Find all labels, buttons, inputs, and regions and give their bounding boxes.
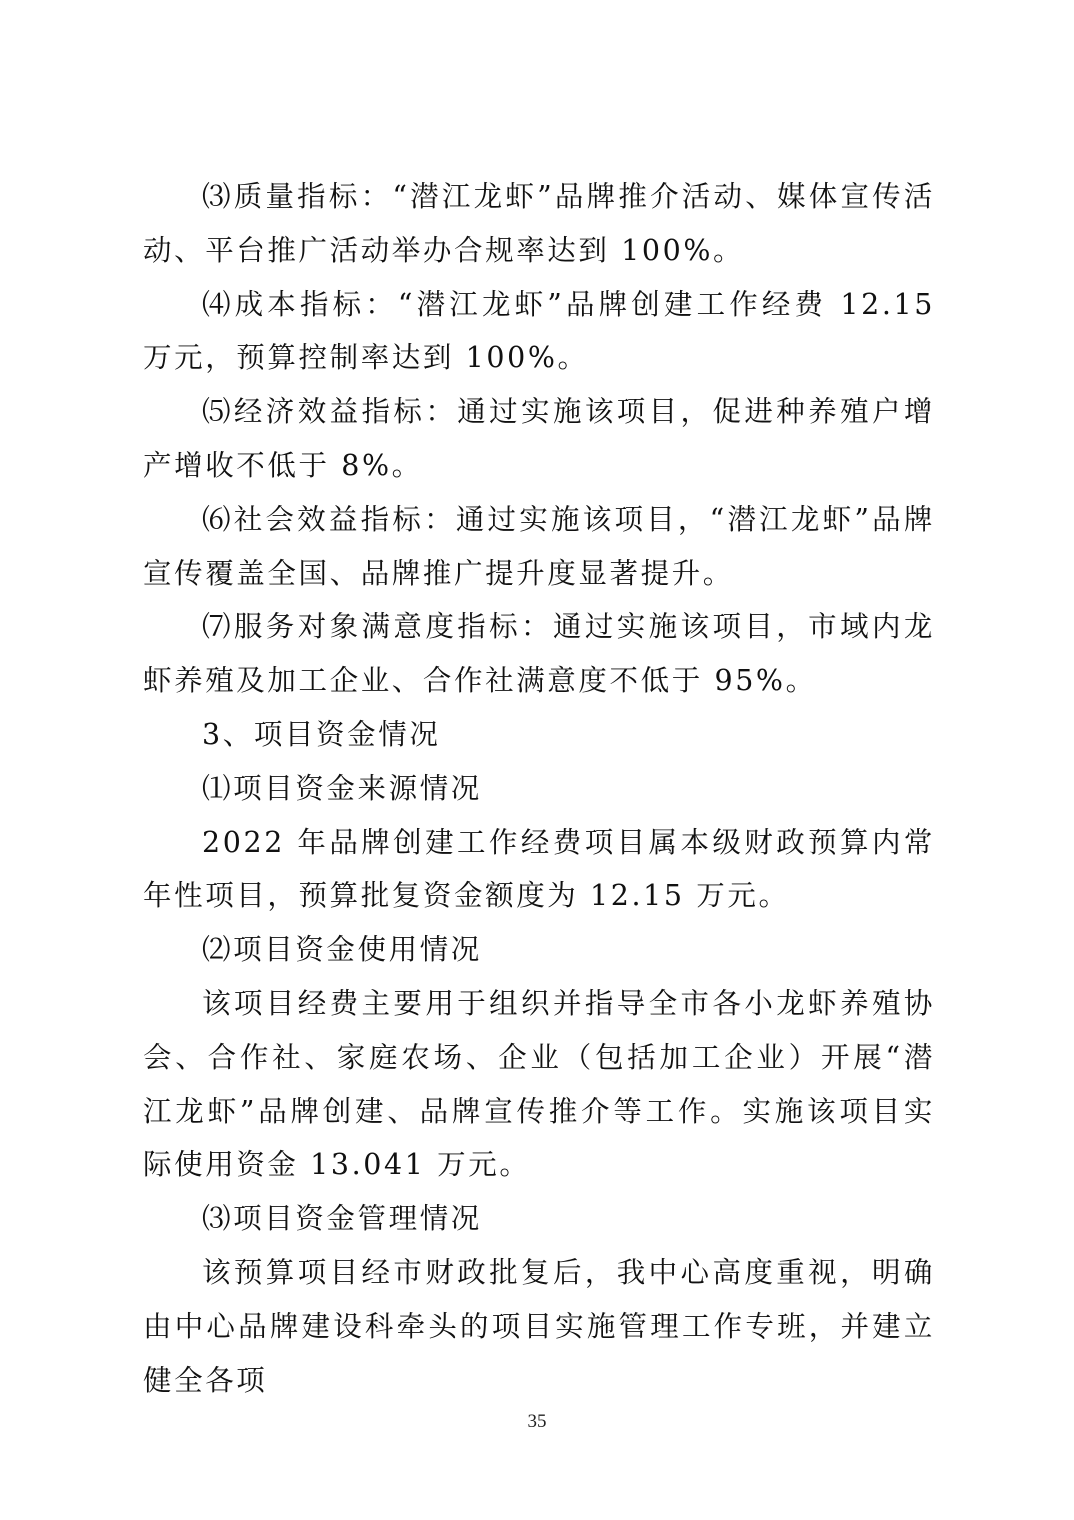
paragraph-quality-indicator: ⑶质量指标：“潜江龙虾”品牌推介活动、媒体宣传活动、平台推广活动举办合规率达到 100%。 bbox=[143, 180, 935, 267]
paragraph-satisfaction-indicator: ⑺服务对象满意度指标：通过实施该项目，市域内龙虾养殖及加工企业、合作社满意度不低于 95%。 bbox=[143, 610, 935, 698]
subheading-fund-management: ⑶项目资金管理情况 bbox=[202, 1202, 482, 1236]
paragraph-fund-usage: 该项目经费主要用于组织并指导全市各小龙虾养殖协会、合作社、家庭农场、企业（包括加工企业）开展“潜江龙虾”品牌创建、品牌宣传推介等工作。实施该项目实际使用资金 13.041 万元。 bbox=[143, 986, 935, 1182]
subheading-fund-source: ⑴项目资金来源情况 bbox=[202, 771, 482, 805]
subheading-fund-usage: ⑵项目资金使用情况 bbox=[202, 933, 482, 967]
page-number: 35 bbox=[527, 1411, 547, 1432]
paragraph-cost-indicator: ⑷成本指标：“潜江龙虾”品牌创建工作经费 12.15 万元，预算控制率达到 100%。 bbox=[143, 287, 935, 375]
paragraph-fund-management: 该预算项目经市财政批复后，我中心高度重视，明确由中心品牌建设科牵头的项目实施管理工作专班，并建立健全各项 bbox=[143, 1255, 935, 1397]
paragraph-social-indicator: ⑹社会效益指标：通过实施该项目，“潜江龙虾”品牌宣传覆盖全国、品牌推广提升度显著提升。 bbox=[143, 502, 935, 590]
section-heading-funding: 3、项目资金情况 bbox=[202, 717, 441, 751]
paragraph-economic-indicator: ⑸经济效益指标：通过实施该项目，促进种养殖户增产增收不低于 8%。 bbox=[143, 395, 935, 482]
paragraph-fund-source: 2022 年品牌创建工作经费项目属本级财政预算内常年性项目，预算批复资金额度为 12.15 万元。 bbox=[143, 825, 935, 913]
page-body bbox=[143, 170, 935, 1407]
